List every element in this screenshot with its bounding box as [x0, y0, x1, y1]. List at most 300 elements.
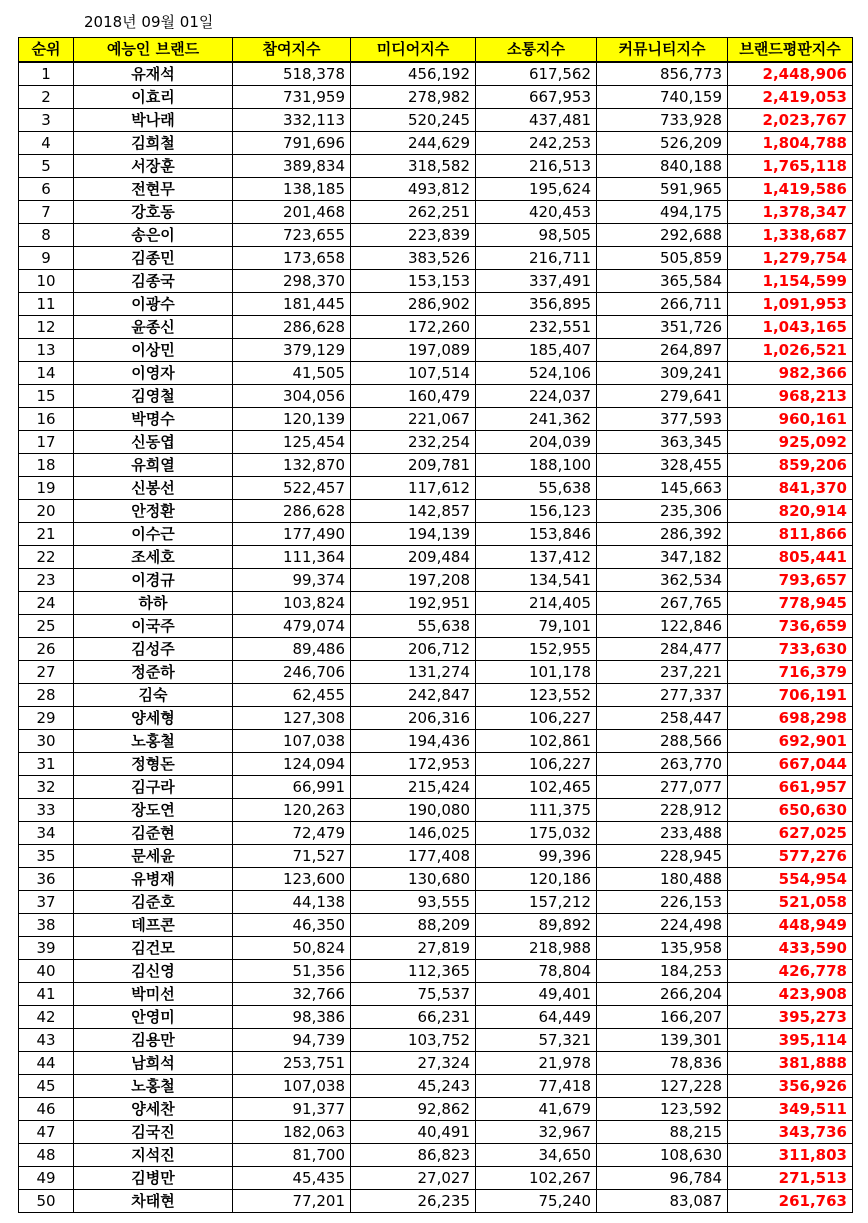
- media-cell: 131,274: [351, 660, 476, 683]
- media-cell: 206,712: [351, 637, 476, 660]
- community-cell: 226,153: [597, 890, 728, 913]
- communication-cell: 106,227: [476, 752, 597, 775]
- community-cell: 139,301: [597, 1028, 728, 1051]
- communication-cell: 123,552: [476, 683, 597, 706]
- table-row: [19, 867, 853, 890]
- community-cell: 526,209: [597, 131, 728, 154]
- rank-cell: 43: [19, 1028, 74, 1051]
- reputation-cell: 311,803: [728, 1143, 853, 1166]
- rank-cell: 4: [19, 131, 74, 154]
- participation-cell: 125,454: [233, 430, 351, 453]
- reputation-cell: 736,659: [728, 614, 853, 637]
- participation-cell: 51,356: [233, 959, 351, 982]
- rank-cell: 50: [19, 1189, 74, 1212]
- brand-name-cell: 양세찬: [74, 1097, 233, 1120]
- participation-cell: 379,129: [233, 338, 351, 361]
- community-cell: 96,784: [597, 1166, 728, 1189]
- rank-cell: 41: [19, 982, 74, 1005]
- reputation-cell: 859,206: [728, 453, 853, 476]
- community-cell: 286,392: [597, 522, 728, 545]
- media-cell: 262,251: [351, 200, 476, 223]
- table-row: [19, 775, 853, 798]
- communication-cell: 157,212: [476, 890, 597, 913]
- rank-cell: 32: [19, 775, 74, 798]
- table-row: [19, 1143, 853, 1166]
- communication-cell: 99,396: [476, 844, 597, 867]
- brand-name-cell: 김영철: [74, 384, 233, 407]
- communication-cell: 21,978: [476, 1051, 597, 1074]
- reputation-cell: 577,276: [728, 844, 853, 867]
- brand-name-cell: 강호동: [74, 200, 233, 223]
- participation-cell: 89,486: [233, 637, 351, 660]
- header-community: 커뮤니티지수: [597, 38, 728, 62]
- rank-cell: 48: [19, 1143, 74, 1166]
- communication-cell: 420,453: [476, 200, 597, 223]
- table-row: [19, 292, 853, 315]
- table-row: [19, 959, 853, 982]
- reputation-cell: 381,888: [728, 1051, 853, 1074]
- rank-cell: 33: [19, 798, 74, 821]
- communication-cell: 102,465: [476, 775, 597, 798]
- participation-cell: 304,056: [233, 384, 351, 407]
- rank-cell: 15: [19, 384, 74, 407]
- rank-cell: 22: [19, 545, 74, 568]
- community-cell: 258,447: [597, 706, 728, 729]
- reputation-cell: 661,957: [728, 775, 853, 798]
- rank-cell: 21: [19, 522, 74, 545]
- media-cell: 383,526: [351, 246, 476, 269]
- media-cell: 194,139: [351, 522, 476, 545]
- community-cell: 347,182: [597, 545, 728, 568]
- participation-cell: 182,063: [233, 1120, 351, 1143]
- rank-cell: 47: [19, 1120, 74, 1143]
- community-cell: 279,641: [597, 384, 728, 407]
- community-cell: 228,912: [597, 798, 728, 821]
- rank-cell: 44: [19, 1051, 74, 1074]
- community-cell: 233,488: [597, 821, 728, 844]
- community-cell: 288,566: [597, 729, 728, 752]
- participation-cell: 518,378: [233, 62, 351, 86]
- table-row: [19, 338, 853, 361]
- date-label: 2018년 09월 01일: [84, 13, 214, 31]
- table-row: [19, 246, 853, 269]
- header-participation: 참여지수: [233, 38, 351, 62]
- communication-cell: 89,892: [476, 913, 597, 936]
- community-cell: 145,663: [597, 476, 728, 499]
- community-cell: 237,221: [597, 660, 728, 683]
- reputation-cell: 2,023,767: [728, 108, 853, 131]
- communication-cell: 185,407: [476, 338, 597, 361]
- rank-cell: 36: [19, 867, 74, 890]
- reputation-cell: 1,419,586: [728, 177, 853, 200]
- participation-cell: 173,658: [233, 246, 351, 269]
- table-row: [19, 890, 853, 913]
- communication-cell: 34,650: [476, 1143, 597, 1166]
- brand-name-cell: 김종국: [74, 269, 233, 292]
- media-cell: 172,260: [351, 315, 476, 338]
- brand-name-cell: 차태현: [74, 1189, 233, 1212]
- media-cell: 75,537: [351, 982, 476, 1005]
- table-row: [19, 430, 853, 453]
- rank-cell: 14: [19, 361, 74, 384]
- reputation-cell: 2,448,906: [728, 62, 853, 86]
- communication-cell: 437,481: [476, 108, 597, 131]
- brand-name-cell: 김희철: [74, 131, 233, 154]
- media-cell: 197,089: [351, 338, 476, 361]
- community-cell: 127,228: [597, 1074, 728, 1097]
- communication-cell: 106,227: [476, 706, 597, 729]
- media-cell: 146,025: [351, 821, 476, 844]
- rank-cell: 38: [19, 913, 74, 936]
- media-cell: 209,484: [351, 545, 476, 568]
- communication-cell: 137,412: [476, 545, 597, 568]
- media-cell: 27,324: [351, 1051, 476, 1074]
- rank-cell: 5: [19, 154, 74, 177]
- media-cell: 27,819: [351, 936, 476, 959]
- reputation-cell: 271,513: [728, 1166, 853, 1189]
- brand-name-cell: 데프콘: [74, 913, 233, 936]
- brand-name-cell: 송은이: [74, 223, 233, 246]
- rank-cell: 11: [19, 292, 74, 315]
- participation-cell: 177,490: [233, 522, 351, 545]
- reputation-cell: 692,901: [728, 729, 853, 752]
- brand-name-cell: 김국진: [74, 1120, 233, 1143]
- communication-cell: 32,967: [476, 1120, 597, 1143]
- reputation-cell: 395,273: [728, 1005, 853, 1028]
- reputation-cell: 426,778: [728, 959, 853, 982]
- participation-cell: 41,505: [233, 361, 351, 384]
- media-cell: 192,951: [351, 591, 476, 614]
- table-row: [19, 683, 853, 706]
- media-cell: 215,424: [351, 775, 476, 798]
- brand-name-cell: 신봉선: [74, 476, 233, 499]
- reputation-cell: 1,338,687: [728, 223, 853, 246]
- rank-cell: 35: [19, 844, 74, 867]
- reputation-cell: 1,765,118: [728, 154, 853, 177]
- table-row: [19, 1120, 853, 1143]
- communication-cell: 224,037: [476, 384, 597, 407]
- brand-name-cell: 김구라: [74, 775, 233, 798]
- reputation-cell: 778,945: [728, 591, 853, 614]
- table-row: [19, 361, 853, 384]
- community-cell: 377,593: [597, 407, 728, 430]
- participation-cell: 332,113: [233, 108, 351, 131]
- communication-cell: 153,846: [476, 522, 597, 545]
- header-row: [19, 38, 853, 62]
- table-row: [19, 752, 853, 775]
- participation-cell: 46,350: [233, 913, 351, 936]
- rank-cell: 3: [19, 108, 74, 131]
- table-row: [19, 131, 853, 154]
- communication-cell: 188,100: [476, 453, 597, 476]
- table-row: [19, 223, 853, 246]
- participation-cell: 81,700: [233, 1143, 351, 1166]
- communication-cell: 79,101: [476, 614, 597, 637]
- reputation-cell: 395,114: [728, 1028, 853, 1051]
- participation-cell: 246,706: [233, 660, 351, 683]
- participation-cell: 181,445: [233, 292, 351, 315]
- communication-cell: 120,186: [476, 867, 597, 890]
- reputation-cell: 1,154,599: [728, 269, 853, 292]
- table-row: [19, 1189, 853, 1212]
- reputation-cell: 968,213: [728, 384, 853, 407]
- rank-cell: 13: [19, 338, 74, 361]
- brand-name-cell: 유재석: [74, 62, 233, 86]
- brand-name-cell: 노홍철: [74, 1074, 233, 1097]
- participation-cell: 44,138: [233, 890, 351, 913]
- participation-cell: 50,824: [233, 936, 351, 959]
- rank-cell: 28: [19, 683, 74, 706]
- rank-cell: 24: [19, 591, 74, 614]
- communication-cell: 49,401: [476, 982, 597, 1005]
- reputation-cell: 925,092: [728, 430, 853, 453]
- brand-name-cell: 윤종신: [74, 315, 233, 338]
- participation-cell: 32,766: [233, 982, 351, 1005]
- reputation-cell: 716,379: [728, 660, 853, 683]
- community-cell: 365,584: [597, 269, 728, 292]
- reputation-cell: 627,025: [728, 821, 853, 844]
- participation-cell: 62,455: [233, 683, 351, 706]
- reputation-cell: 960,161: [728, 407, 853, 430]
- rank-cell: 30: [19, 729, 74, 752]
- table-row: [19, 522, 853, 545]
- media-cell: 221,067: [351, 407, 476, 430]
- brand-name-cell: 노홍철: [74, 729, 233, 752]
- brand-name-cell: 유희열: [74, 453, 233, 476]
- brand-name-cell: 이광수: [74, 292, 233, 315]
- brand-name-cell: 유병재: [74, 867, 233, 890]
- communication-cell: 78,804: [476, 959, 597, 982]
- reputation-cell: 1,043,165: [728, 315, 853, 338]
- community-cell: 184,253: [597, 959, 728, 982]
- community-cell: 224,498: [597, 913, 728, 936]
- participation-cell: 127,308: [233, 706, 351, 729]
- media-cell: 45,243: [351, 1074, 476, 1097]
- rank-cell: 23: [19, 568, 74, 591]
- community-cell: 263,770: [597, 752, 728, 775]
- reputation-cell: 433,590: [728, 936, 853, 959]
- community-cell: 856,773: [597, 62, 728, 86]
- reputation-cell: 811,866: [728, 522, 853, 545]
- communication-cell: 216,711: [476, 246, 597, 269]
- reputation-cell: 1,804,788: [728, 131, 853, 154]
- brand-name-cell: 박나래: [74, 108, 233, 131]
- brand-name-cell: 남희석: [74, 1051, 233, 1074]
- communication-cell: 242,253: [476, 131, 597, 154]
- media-cell: 55,638: [351, 614, 476, 637]
- community-cell: 235,306: [597, 499, 728, 522]
- rank-cell: 18: [19, 453, 74, 476]
- rank-cell: 46: [19, 1097, 74, 1120]
- participation-cell: 120,139: [233, 407, 351, 430]
- media-cell: 493,812: [351, 177, 476, 200]
- rank-cell: 20: [19, 499, 74, 522]
- media-cell: 190,080: [351, 798, 476, 821]
- brand-name-cell: 김숙: [74, 683, 233, 706]
- table-row: [19, 407, 853, 430]
- community-cell: 733,928: [597, 108, 728, 131]
- community-cell: 362,534: [597, 568, 728, 591]
- reputation-cell: 1,378,347: [728, 200, 853, 223]
- rank-cell: 27: [19, 660, 74, 683]
- communication-cell: 102,267: [476, 1166, 597, 1189]
- rank-cell: 8: [19, 223, 74, 246]
- table-row: [19, 1097, 853, 1120]
- community-cell: 123,592: [597, 1097, 728, 1120]
- community-cell: 108,630: [597, 1143, 728, 1166]
- table-row: [19, 384, 853, 407]
- rank-cell: 10: [19, 269, 74, 292]
- community-cell: 292,688: [597, 223, 728, 246]
- reputation-cell: 805,441: [728, 545, 853, 568]
- participation-cell: 479,074: [233, 614, 351, 637]
- rank-cell: 12: [19, 315, 74, 338]
- participation-cell: 723,655: [233, 223, 351, 246]
- community-cell: 363,345: [597, 430, 728, 453]
- communication-cell: 111,375: [476, 798, 597, 821]
- communication-cell: 55,638: [476, 476, 597, 499]
- brand-name-cell: 정형돈: [74, 752, 233, 775]
- rank-cell: 17: [19, 430, 74, 453]
- communication-cell: 214,405: [476, 591, 597, 614]
- table-row: [19, 1166, 853, 1189]
- participation-cell: 98,386: [233, 1005, 351, 1028]
- participation-cell: 107,038: [233, 729, 351, 752]
- table-row: [19, 200, 853, 223]
- communication-cell: 667,953: [476, 85, 597, 108]
- participation-cell: 71,527: [233, 844, 351, 867]
- brand-name-cell: 문세윤: [74, 844, 233, 867]
- header-communication: 소통지수: [476, 38, 597, 62]
- reputation-cell: 261,763: [728, 1189, 853, 1212]
- table-row: [19, 62, 853, 86]
- reputation-cell: 521,058: [728, 890, 853, 913]
- community-cell: 267,765: [597, 591, 728, 614]
- communication-cell: 75,240: [476, 1189, 597, 1212]
- table-row: [19, 1051, 853, 1074]
- rank-cell: 19: [19, 476, 74, 499]
- brand-name-cell: 이수근: [74, 522, 233, 545]
- community-cell: 740,159: [597, 85, 728, 108]
- brand-name-cell: 이영자: [74, 361, 233, 384]
- brand-name-cell: 박명수: [74, 407, 233, 430]
- rank-cell: 29: [19, 706, 74, 729]
- media-cell: 177,408: [351, 844, 476, 867]
- rank-cell: 42: [19, 1005, 74, 1028]
- participation-cell: 522,457: [233, 476, 351, 499]
- community-cell: 88,215: [597, 1120, 728, 1143]
- table-row: [19, 85, 853, 108]
- media-cell: 223,839: [351, 223, 476, 246]
- table-row: [19, 982, 853, 1005]
- reputation-cell: 667,044: [728, 752, 853, 775]
- table-row: [19, 476, 853, 499]
- community-cell: 264,897: [597, 338, 728, 361]
- communication-cell: 134,541: [476, 568, 597, 591]
- communication-cell: 241,362: [476, 407, 597, 430]
- rank-cell: 26: [19, 637, 74, 660]
- community-cell: 494,175: [597, 200, 728, 223]
- rank-cell: 16: [19, 407, 74, 430]
- communication-cell: 152,955: [476, 637, 597, 660]
- communication-cell: 337,491: [476, 269, 597, 292]
- table-row: [19, 614, 853, 637]
- community-cell: 277,337: [597, 683, 728, 706]
- community-cell: 83,087: [597, 1189, 728, 1212]
- communication-cell: 64,449: [476, 1005, 597, 1028]
- community-cell: 284,477: [597, 637, 728, 660]
- media-cell: 103,752: [351, 1028, 476, 1051]
- media-cell: 206,316: [351, 706, 476, 729]
- table-row: [19, 177, 853, 200]
- reputation-cell: 448,949: [728, 913, 853, 936]
- media-cell: 93,555: [351, 890, 476, 913]
- brand-name-cell: 안정환: [74, 499, 233, 522]
- reputation-cell: 1,279,754: [728, 246, 853, 269]
- rank-cell: 9: [19, 246, 74, 269]
- brand-name-cell: 이효리: [74, 85, 233, 108]
- participation-cell: 731,959: [233, 85, 351, 108]
- communication-cell: 41,679: [476, 1097, 597, 1120]
- participation-cell: 253,751: [233, 1051, 351, 1074]
- rank-cell: 45: [19, 1074, 74, 1097]
- communication-cell: 195,624: [476, 177, 597, 200]
- media-cell: 160,479: [351, 384, 476, 407]
- brand-name-cell: 김종민: [74, 246, 233, 269]
- brand-name-cell: 장도연: [74, 798, 233, 821]
- participation-cell: 132,870: [233, 453, 351, 476]
- brand-name-cell: 김병만: [74, 1166, 233, 1189]
- reputation-cell: 706,191: [728, 683, 853, 706]
- header-brand: 예능인 브랜드: [74, 38, 233, 62]
- table-row: [19, 844, 853, 867]
- community-cell: 122,846: [597, 614, 728, 637]
- reputation-cell: 982,366: [728, 361, 853, 384]
- communication-cell: 524,106: [476, 361, 597, 384]
- reputation-cell: 820,914: [728, 499, 853, 522]
- media-cell: 232,254: [351, 430, 476, 453]
- media-cell: 194,436: [351, 729, 476, 752]
- community-cell: 309,241: [597, 361, 728, 384]
- reputation-cell: 841,370: [728, 476, 853, 499]
- rank-cell: 25: [19, 614, 74, 637]
- media-cell: 209,781: [351, 453, 476, 476]
- media-cell: 27,027: [351, 1166, 476, 1189]
- rank-cell: 34: [19, 821, 74, 844]
- brand-name-cell: 신동엽: [74, 430, 233, 453]
- brand-name-cell: 김준호: [74, 890, 233, 913]
- table-row: [19, 545, 853, 568]
- community-cell: 840,188: [597, 154, 728, 177]
- media-cell: 112,365: [351, 959, 476, 982]
- reputation-cell: 554,954: [728, 867, 853, 890]
- media-cell: 244,629: [351, 131, 476, 154]
- participation-cell: 45,435: [233, 1166, 351, 1189]
- communication-cell: 218,988: [476, 936, 597, 959]
- table-row: [19, 729, 853, 752]
- reputation-cell: 1,026,521: [728, 338, 853, 361]
- table-body: [19, 62, 853, 1213]
- communication-cell: 617,562: [476, 62, 597, 86]
- media-cell: 40,491: [351, 1120, 476, 1143]
- media-cell: 26,235: [351, 1189, 476, 1212]
- community-cell: 266,204: [597, 982, 728, 1005]
- reputation-cell: 343,736: [728, 1120, 853, 1143]
- media-cell: 456,192: [351, 62, 476, 86]
- community-cell: 277,077: [597, 775, 728, 798]
- participation-cell: 791,696: [233, 131, 351, 154]
- reputation-cell: 1,091,953: [728, 292, 853, 315]
